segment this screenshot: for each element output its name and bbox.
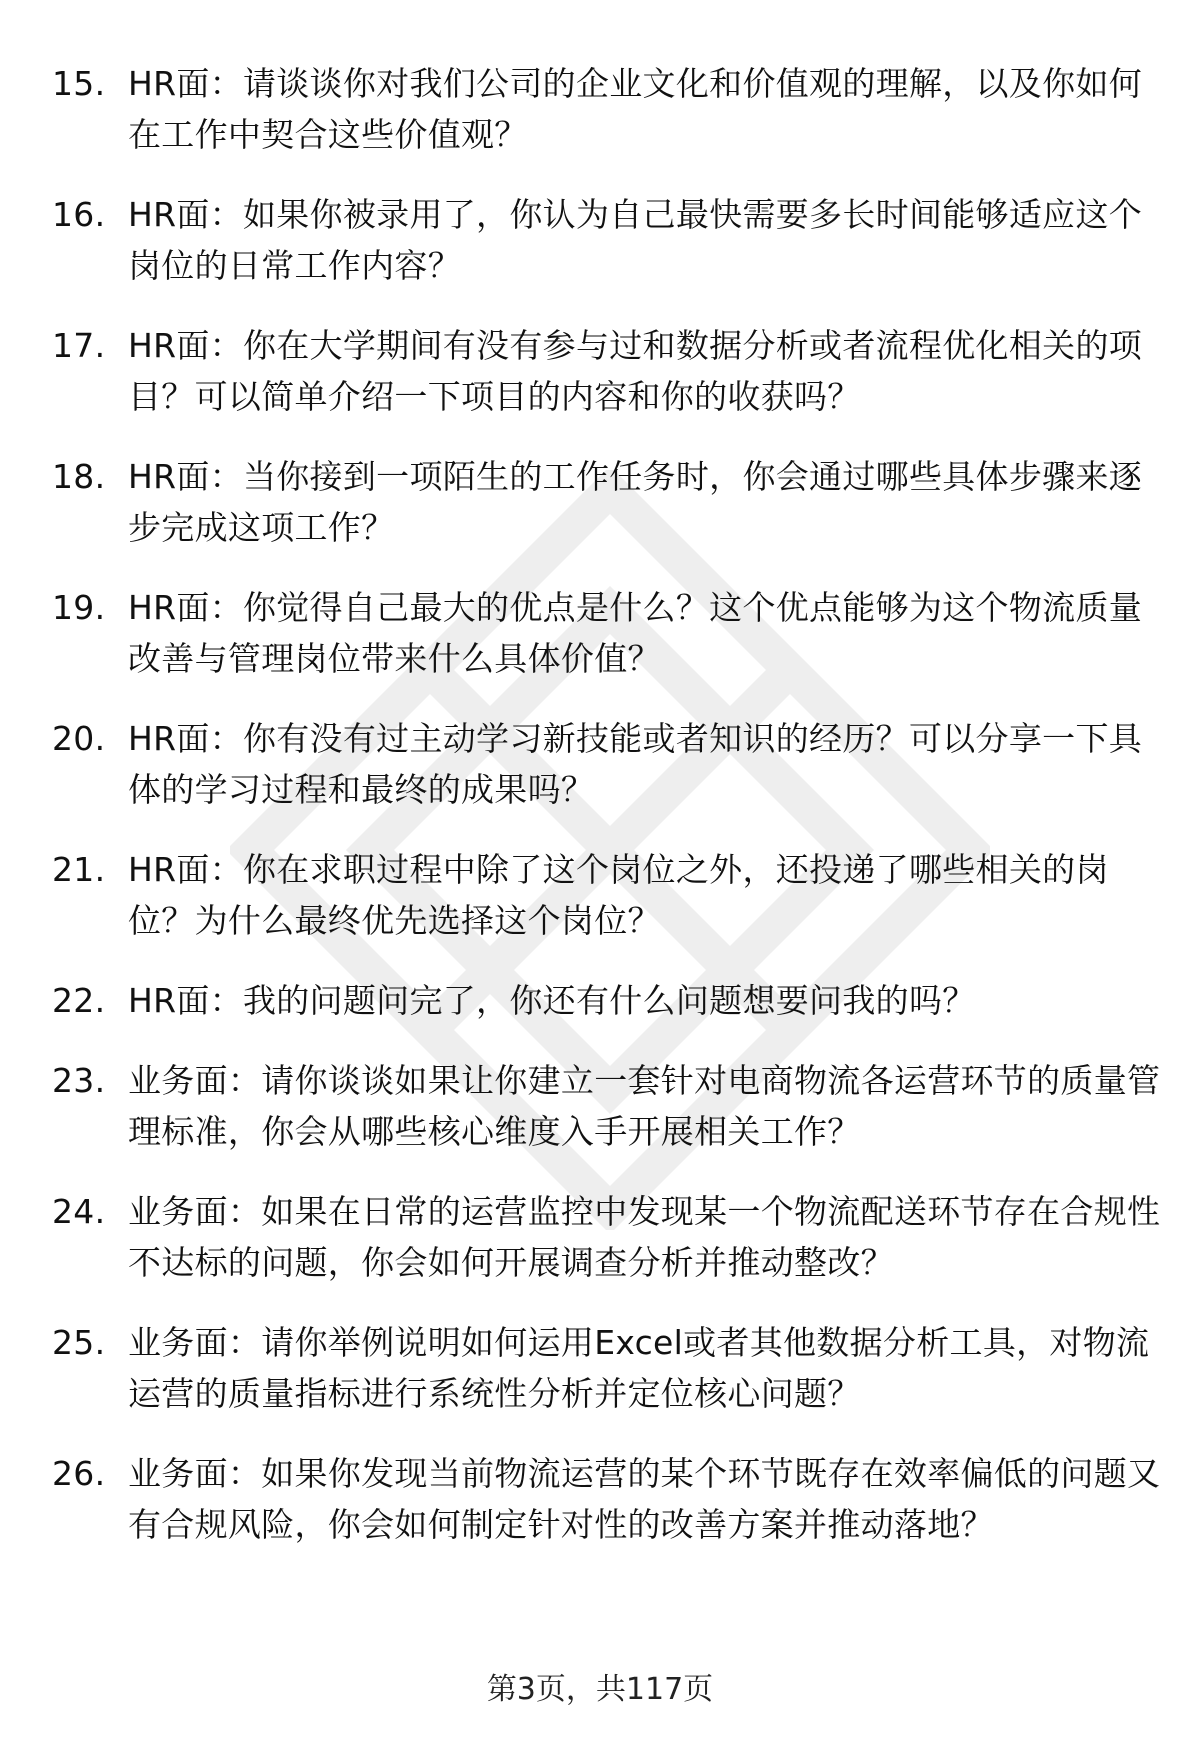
question-number: 19.	[52, 588, 106, 627]
question-item-21	[52, 844, 1162, 946]
question-text: HR面：我的问题问完了，你还有什么问题想要问我的吗？	[128, 981, 976, 1020]
question-number: 26.	[52, 1454, 106, 1493]
question-item-23	[52, 1055, 1162, 1157]
question-text: HR面：当你接到一项陌生的工作任务时，你会通过哪些具体步骤来逐步完成这项工作？	[128, 457, 1143, 547]
question-item-22	[52, 975, 1162, 1026]
question-item-19	[52, 582, 1162, 684]
question-item-25	[52, 1317, 1162, 1419]
question-number: 23.	[52, 1061, 106, 1100]
question-text: 业务面：如果你发现当前物流运营的某个环节既存在效率偏低的问题又有合规风险，你会如何制定针对性的改善方案并推动落地？	[128, 1454, 1161, 1544]
question-number: 20.	[52, 719, 106, 758]
question-number: 25.	[52, 1323, 106, 1362]
question-number: 22.	[52, 981, 106, 1020]
question-text: HR面：你在大学期间有没有参与过和数据分析或者流程优化相关的项目？可以简单介绍一下项目的内容和你的收获吗？	[128, 326, 1143, 416]
question-text: HR面：你有没有过主动学习新技能或者知识的经历？可以分享一下具体的学习过程和最终的成果吗？	[128, 719, 1143, 809]
page-footer: 第3页，共117页	[486, 1672, 714, 1707]
question-text: HR面：你觉得自己最大的优点是什么？这个优点能够为这个物流质量改善与管理岗位带来什么具体价值？	[128, 588, 1143, 678]
question-number: 16.	[52, 195, 106, 234]
question-item-24	[52, 1186, 1162, 1288]
question-item-15	[52, 58, 1162, 160]
question-text: HR面：如果你被录用了，你认为自己最快需要多长时间能够适应这个岗位的日常工作内容？	[128, 195, 1143, 285]
question-number: 21.	[52, 850, 106, 889]
question-text: 业务面：请你谈谈如果让你建立一套针对电商物流各运营环节的质量管理标准，你会从哪些核心维度入手开展相关工作？	[128, 1061, 1161, 1151]
question-number: 18.	[52, 457, 106, 496]
question-item-18	[52, 451, 1162, 553]
question-text: HR面：你在求职过程中除了这个岗位之外，还投递了哪些相关的岗位？为什么最终优先选择这个岗位？	[128, 850, 1109, 940]
question-text: HR面：请谈谈你对我们公司的企业文化和价值观的理解，以及你如何在工作中契合这些价值观？	[128, 64, 1143, 154]
question-item-16	[52, 189, 1162, 291]
question-number: 17.	[52, 326, 106, 365]
question-text: 业务面：如果在日常的运营监控中发现某一个物流配送环节存在合规性不达标的问题，你会如何开展调查分析并推动整改？	[128, 1192, 1161, 1282]
question-item-17	[52, 320, 1162, 422]
question-number: 15.	[52, 64, 106, 103]
question-item-20	[52, 713, 1162, 815]
question-number: 24.	[52, 1192, 106, 1231]
question-list	[52, 58, 1162, 1579]
question-text: 业务面：请你举例说明如何运用Excel或者其他数据分析工具，对物流运营的质量指标进行系统性分析并定位核心问题？	[128, 1323, 1150, 1413]
question-item-26	[52, 1448, 1162, 1550]
